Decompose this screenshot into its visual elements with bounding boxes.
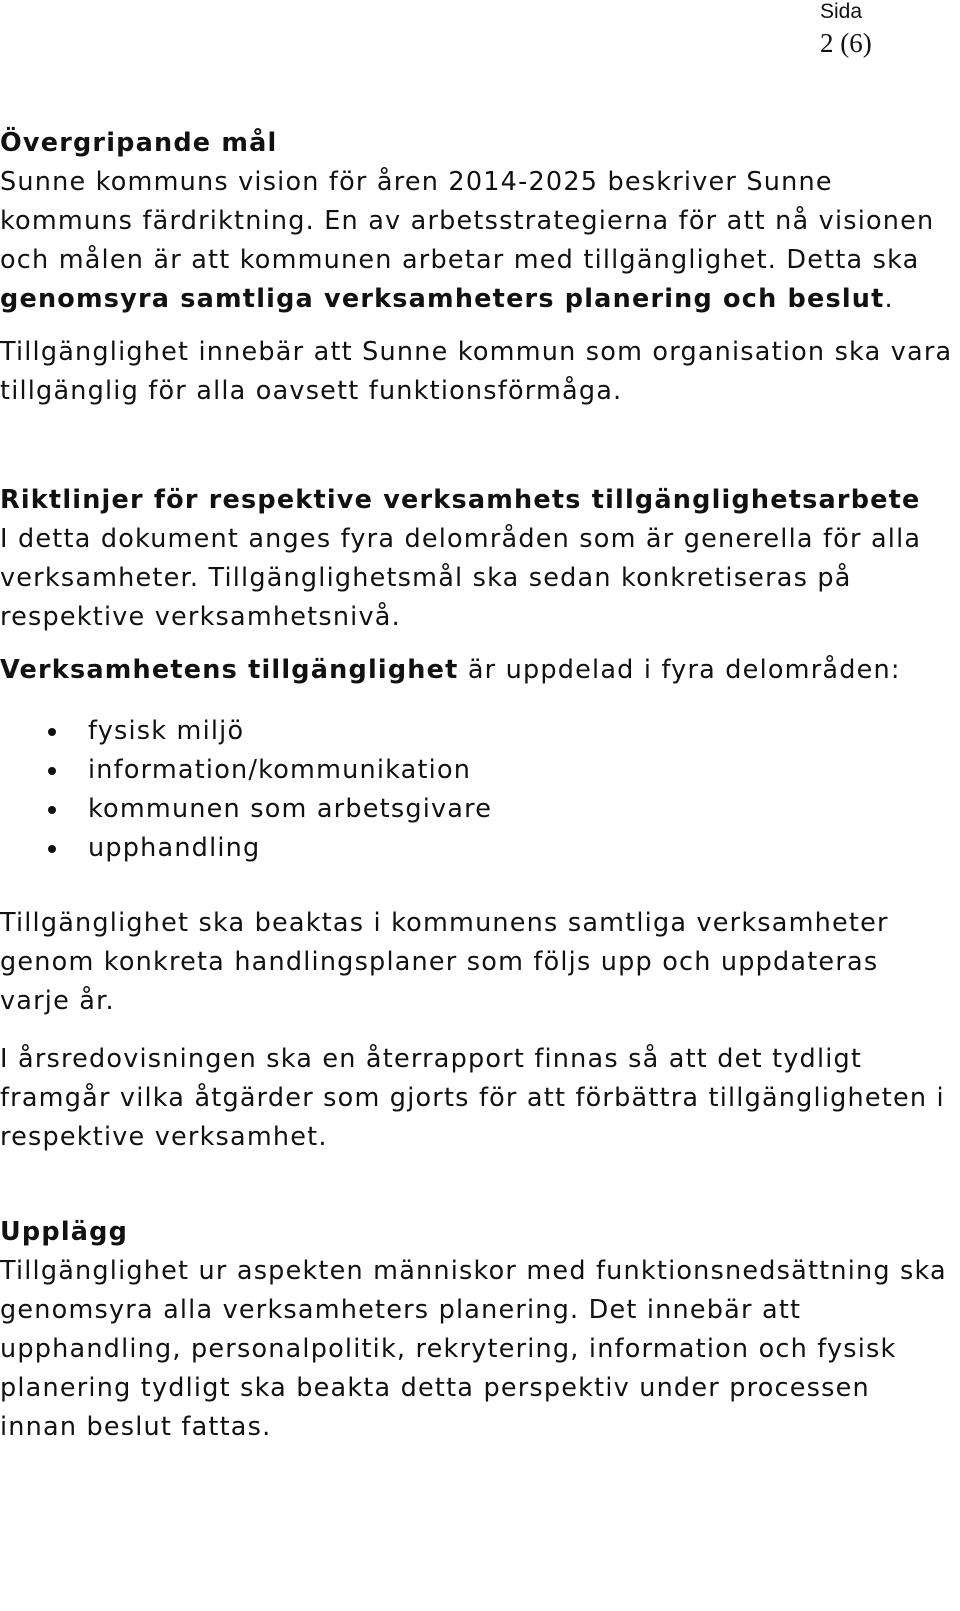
paragraph-structure: Tillgänglighet ur aspekten människor med funktionsnedsättning ska genomsyra alla verksamheters planering. Det innebär att upphandling, personalpolitik, rekrytering, information och fysisk planering tydligt ska beakta detta perspektiv under processen innan beslut fattas. bbox=[0, 1256, 947, 1442]
paragraph-annual-report: I årsredovisningen ska en återrapport finnas så att det tydligt framgår vilka åtgärder som gjorts för att förbättra tillgängligheten i respektive verksamhet. bbox=[0, 1044, 945, 1152]
paragraph-subareas-emphasis: Verksamhetens tillgänglighet bbox=[0, 655, 459, 685]
list-item: information/kommunikation bbox=[48, 751, 955, 790]
paragraph-vision-end: . bbox=[884, 284, 894, 314]
list-item: kommunen som arbetsgivare bbox=[48, 790, 955, 829]
paragraph-accessibility-definition: Tillgänglighet innebär att Sunne kommun som organisation ska vara tillgänglig för alla oavsett funktionsförmåga. bbox=[0, 337, 953, 406]
page-number: 2 (6) bbox=[820, 28, 872, 58]
page-header bbox=[820, 0, 940, 60]
section-title-guidelines: Riktlinjer för respektive verksamhets tillgänglighetsarbete bbox=[0, 485, 921, 515]
paragraph-subareas-intro: I detta dokument anges fyra delområden som är generella för alla verksamheter. Tillgänglighetsmål ska sedan konkretiseras på respektive verksamhetsnivå. bbox=[0, 524, 922, 632]
paragraph-subareas-lead bbox=[0, 651, 955, 690]
list-item: fysisk miljö bbox=[48, 712, 955, 751]
paragraph-action-plans: Tillgänglighet ska beaktas i kommunens samtliga verksamheter genom konkreta handlingsplaner som följs upp och uppdateras varje år. bbox=[0, 908, 889, 1016]
subarea-list bbox=[0, 712, 955, 868]
section-title-overall-goal: Övergripande mål bbox=[0, 128, 278, 158]
page-label: Sida bbox=[820, 0, 863, 23]
section-title-structure: Upplägg bbox=[0, 1217, 129, 1247]
paragraph-vision-text: Sunne kommuns vision för åren 2014-2025 beskriver Sunne kommuns färdriktning. En av arbetsstrategierna för att nå visionen och målen är att kommunen arbetar med tillgänglighet. Detta ska bbox=[0, 167, 935, 275]
paragraph-vision-emphasis: genomsyra samtliga verksamheters planering och beslut bbox=[0, 284, 885, 314]
document-body bbox=[0, 124, 955, 1447]
paragraph-subareas-text: är uppdelad i fyra delområden: bbox=[458, 655, 901, 685]
list-item: upphandling bbox=[48, 829, 955, 868]
paragraph-vision bbox=[0, 163, 955, 319]
